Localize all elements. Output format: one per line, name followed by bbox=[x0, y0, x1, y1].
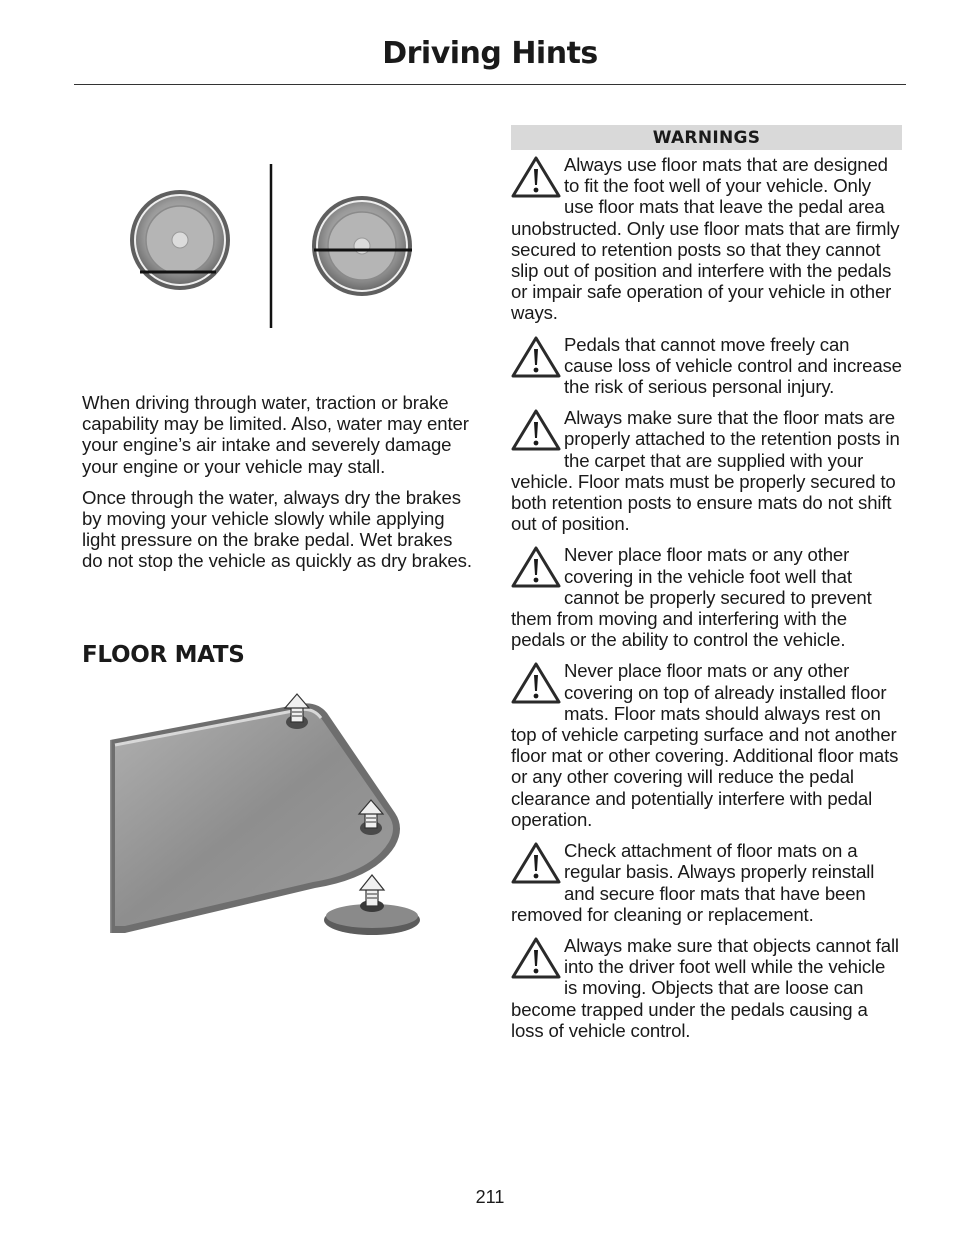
warning-text: Pedals that cannot move freely can cause loss of vehicle control and increase the risk of serious personal injury. bbox=[564, 333, 902, 398]
warning-item bbox=[511, 544, 902, 650]
title-divider bbox=[74, 84, 906, 85]
page-title: Driving Hints bbox=[382, 36, 598, 71]
warning-text: Always use floor mats that are designed to fit the foot well of your vehicle. Only use floor mats that leave the pedal area unobstructed. Only use floor mats that are firmly secured to retention posts so that they cannot slip out of position and interfere with the pedals or impair safe operation of your vehicle in other ways. bbox=[511, 154, 900, 324]
water-level-illustration bbox=[120, 160, 430, 335]
warning-item bbox=[511, 660, 902, 830]
warning-triangle-icon bbox=[511, 662, 561, 704]
warning-text: Never place floor mats or any other covering in the vehicle foot well that cannot be properly secured to prevent them from moving and interfering with the pedals or the ability to control the vehicle. bbox=[511, 544, 872, 651]
warning-text: Never place floor mats or any other covering on top of already installed floor mats. Floor mats should always rest on top of vehicle carpeting surface and not another floor mat or other covering. Additional floor mats or any other covering will reduce the pedal clearance and potentially interfere with pedal operation. bbox=[511, 660, 899, 830]
wheel-low-water-icon bbox=[130, 190, 230, 290]
left-column bbox=[82, 392, 477, 582]
wheel-high-water-icon bbox=[312, 196, 412, 296]
warning-triangle-icon bbox=[511, 546, 561, 588]
warning-item bbox=[511, 407, 902, 534]
body-paragraph: When driving through water, traction or brake capability may be limited. Also, water may enter your engine’s air intake and severely damage your engine or your vehicle may stall. bbox=[82, 392, 469, 477]
body-paragraph: Once through the water, always dry the brakes by moving your vehicle slowly while applying light pressure on the brake pedal. Wet brakes do not stop the vehicle as quickly as dry brakes. bbox=[82, 486, 472, 572]
warning-triangle-icon bbox=[511, 937, 561, 979]
warning-text: Check attachment of floor mats on a regular basis. Always properly reinstall and secure floor mats that have been removed for cleaning or replacement. bbox=[511, 840, 875, 925]
warning-text: Always make sure that the floor mats are properly attached to the retention posts in the carpet that are supplied with your vehicle. Floor mats must be properly secured to both retention posts to ensure mats do not shift out of position. bbox=[511, 407, 900, 535]
retention-post-detail-icon bbox=[324, 875, 420, 935]
warning-triangle-icon bbox=[511, 336, 561, 378]
warning-text: Always make sure that objects cannot fall into the driver foot well while the vehicle is moving. Objects that are loose can become trapped under the pedals causing a loss of vehicle control. bbox=[511, 934, 899, 1041]
warning-triangle-icon bbox=[511, 156, 561, 198]
warning-triangle-icon bbox=[511, 409, 561, 451]
warning-item bbox=[511, 840, 902, 925]
warnings-header: WARNINGS bbox=[511, 125, 902, 150]
section-heading: FLOOR MATS bbox=[82, 642, 245, 668]
page-number: 211 bbox=[475, 1187, 505, 1207]
warning-item bbox=[511, 154, 902, 324]
warning-item bbox=[511, 935, 902, 1041]
warnings-section bbox=[511, 125, 902, 1051]
warning-triangle-icon bbox=[511, 842, 561, 884]
warning-item bbox=[511, 334, 902, 398]
floor-mat-illustration bbox=[105, 688, 425, 948]
